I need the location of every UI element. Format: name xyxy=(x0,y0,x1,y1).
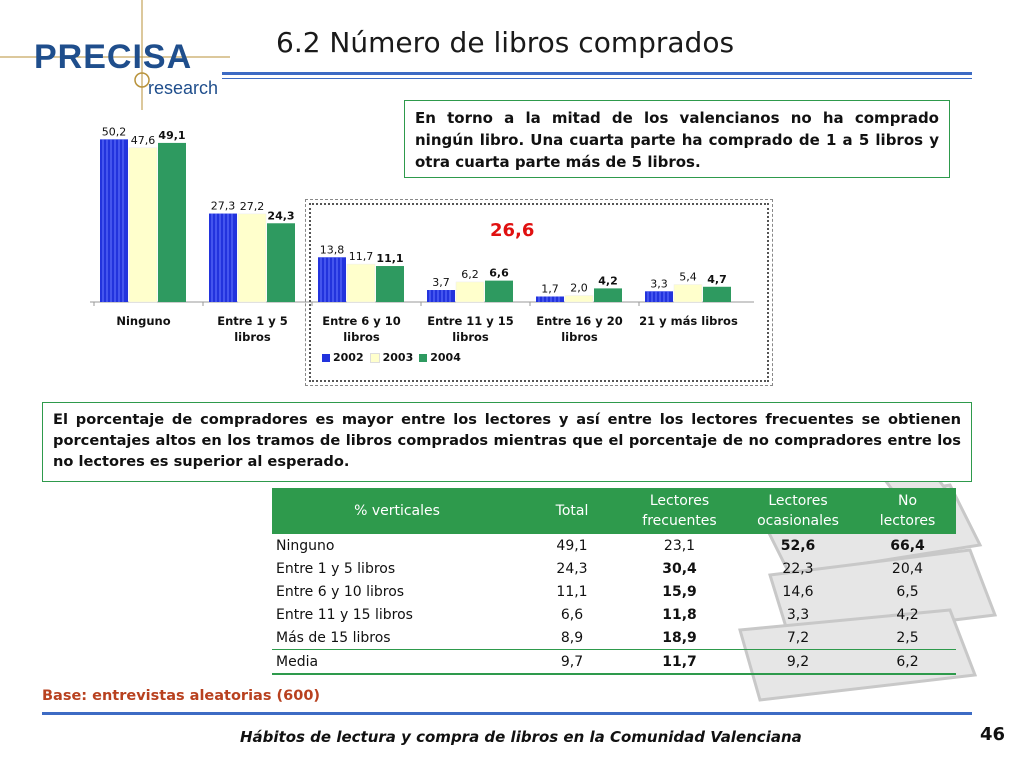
legend-label-2002: 2002 xyxy=(333,351,364,364)
table-cell: 3,3 xyxy=(786,606,810,623)
table-cell: 24,3 xyxy=(556,560,588,577)
data-label-2004-0: 49,1 xyxy=(158,128,186,142)
table-row-label: Entre 1 y 5 libros xyxy=(276,560,396,577)
table-cell: 23,1 xyxy=(663,537,696,554)
table-header-text: % verticales xyxy=(354,503,440,519)
legend-swatch-2002 xyxy=(322,354,330,362)
category-label: Entre 1 y 5 xyxy=(217,314,288,328)
note-box xyxy=(42,402,972,482)
legend-label-2003: 2003 xyxy=(382,351,414,364)
category-label: libros xyxy=(234,330,271,344)
table-body xyxy=(272,534,956,674)
table-cell: 6,6 xyxy=(560,606,584,623)
category-label: 21 y más libros xyxy=(639,314,738,328)
table-row xyxy=(272,580,956,603)
logo-text: PRECISA xyxy=(34,38,193,76)
table-header-cell xyxy=(737,488,859,534)
table-row xyxy=(272,534,956,557)
table-header-cell xyxy=(859,488,956,534)
category-label: libros xyxy=(343,330,380,344)
category-label: libros xyxy=(452,330,489,344)
table-row xyxy=(272,626,956,650)
data-label-2003-1: 27,2 xyxy=(239,199,265,213)
base-note: Base: entrevistas aleatorias (600) xyxy=(42,688,321,704)
data-label-2004-5: 4,7 xyxy=(707,272,727,286)
table-cell: 11,8 xyxy=(662,606,697,623)
title-rule-thin xyxy=(222,78,972,79)
data-label-2002-1: 27,3 xyxy=(210,199,236,213)
legend-swatch-2003 xyxy=(370,353,380,363)
table-cell: 49,1 xyxy=(556,537,588,554)
data-label-2004-2: 11,1 xyxy=(376,252,404,266)
page-number: 46 xyxy=(980,724,1006,745)
table-cell: 11,1 xyxy=(556,583,588,600)
bar-2002-1 xyxy=(209,214,237,302)
note-text: El porcentaje de compradores es mayor entre los lectores y así entre los lectores frecuentes se obtienen porcentajes altos en los tramos de libros comprados mientras que el porcentaje de no compradores entre los no lectores es superior al esperado. xyxy=(53,411,961,470)
highlight-value: 26,6 xyxy=(490,220,535,241)
data-table xyxy=(272,488,956,675)
table-header-text: lectores xyxy=(879,513,936,529)
data-label-2002-3: 3,7 xyxy=(432,276,450,290)
data-label-2002-2: 13,8 xyxy=(319,243,345,257)
legend-item-2004 xyxy=(419,351,461,364)
table-cell: 6,2 xyxy=(896,653,919,670)
data-label-2002-4: 1,7 xyxy=(541,282,559,296)
table-cell: 66,4 xyxy=(890,537,925,554)
table-cell: 15,9 xyxy=(662,583,697,600)
bar-2003-0 xyxy=(129,148,157,302)
title-rule xyxy=(222,72,972,75)
table-cell: 52,6 xyxy=(780,537,816,554)
table-cell: 6,5 xyxy=(896,583,919,600)
table-cell: 9,2 xyxy=(786,653,810,670)
data-label-2004-3: 6,6 xyxy=(489,266,509,280)
category-label: Entre 16 y 20 xyxy=(536,314,623,328)
table-row-label: Media xyxy=(276,653,319,670)
data-label-2004-4: 4,2 xyxy=(598,274,618,288)
bar-2004-0 xyxy=(158,143,186,302)
table-header-text: frecuentes xyxy=(642,513,717,529)
data-label-2003-2: 11,7 xyxy=(348,250,374,264)
chart-legend xyxy=(322,351,461,364)
table-header-text: ocasionales xyxy=(757,513,839,529)
legend-label-2004: 2004 xyxy=(430,351,461,364)
legend-item-2002 xyxy=(322,351,364,364)
table-cell: 20,4 xyxy=(891,560,924,577)
data-label-2003-3: 6,2 xyxy=(461,267,479,281)
data-label-2003-5: 5,4 xyxy=(679,270,697,284)
table-header-text: No xyxy=(897,493,918,509)
category-label: Entre 6 y 10 xyxy=(322,314,401,328)
page-title: 6.2 Número de libros comprados xyxy=(276,26,735,59)
table-cell: 11,7 xyxy=(662,653,697,670)
summary-text: En torno a la mitad de los valencianos no ha comprado ningún libro. Una cuarta parte ha comprado de 1 a 5 libros y otra cuarta parte más de 5 libros. xyxy=(415,109,939,171)
table-header-text: Lectores xyxy=(768,493,828,509)
data-label-2004-1: 24,3 xyxy=(267,209,295,223)
table-cell: 22,3 xyxy=(782,560,814,577)
table-header-text: Lectores xyxy=(649,493,710,509)
legend-item-2003 xyxy=(370,351,414,364)
table-row-label: Más de 15 libros xyxy=(276,629,391,646)
bar-2002-0 xyxy=(100,139,128,302)
category-label: Entre 11 y 15 xyxy=(427,314,514,328)
table-cell: 9,7 xyxy=(560,653,584,670)
legend-swatch-2004 xyxy=(419,354,427,362)
data-label-2002-5: 3,3 xyxy=(650,277,668,291)
table-cell: 8,9 xyxy=(560,629,584,646)
table-header-text: Total xyxy=(555,503,589,519)
table-cell: 14,6 xyxy=(782,583,814,600)
data-label-2003-0: 47,6 xyxy=(130,133,156,147)
table-cell: 30,4 xyxy=(662,560,697,577)
data-table-grid xyxy=(272,488,956,675)
bar-2003-1 xyxy=(238,214,266,302)
logo-subtext: research xyxy=(148,78,219,98)
table-cell: 4,2 xyxy=(896,606,919,623)
footer-text: Hábitos de lectura y compra de libros en la Comunidad Valenciana xyxy=(240,728,802,746)
table-row xyxy=(272,603,956,626)
table-row xyxy=(272,650,956,675)
table-cell: 2,5 xyxy=(896,629,919,646)
table-header-cell xyxy=(272,488,522,534)
table-header-cell xyxy=(522,488,622,534)
data-label-2002-0: 50,2 xyxy=(101,125,127,139)
table-row-label: Entre 11 y 15 libros xyxy=(276,606,413,623)
table-row-label: Ninguno xyxy=(276,537,335,554)
table-row xyxy=(272,557,956,580)
table-cell: 18,9 xyxy=(662,629,697,646)
data-label-2003-4: 2,0 xyxy=(570,281,588,295)
category-label: Ninguno xyxy=(116,314,171,328)
table-header-row xyxy=(272,488,956,534)
table-cell: 7,2 xyxy=(786,629,810,646)
category-label: libros xyxy=(561,330,598,344)
bar-2004-1 xyxy=(267,223,295,302)
footer-rule xyxy=(42,712,972,715)
summary-box xyxy=(404,100,950,178)
table-row-label: Entre 6 y 10 libros xyxy=(276,583,405,600)
table-header-cell xyxy=(622,488,737,534)
